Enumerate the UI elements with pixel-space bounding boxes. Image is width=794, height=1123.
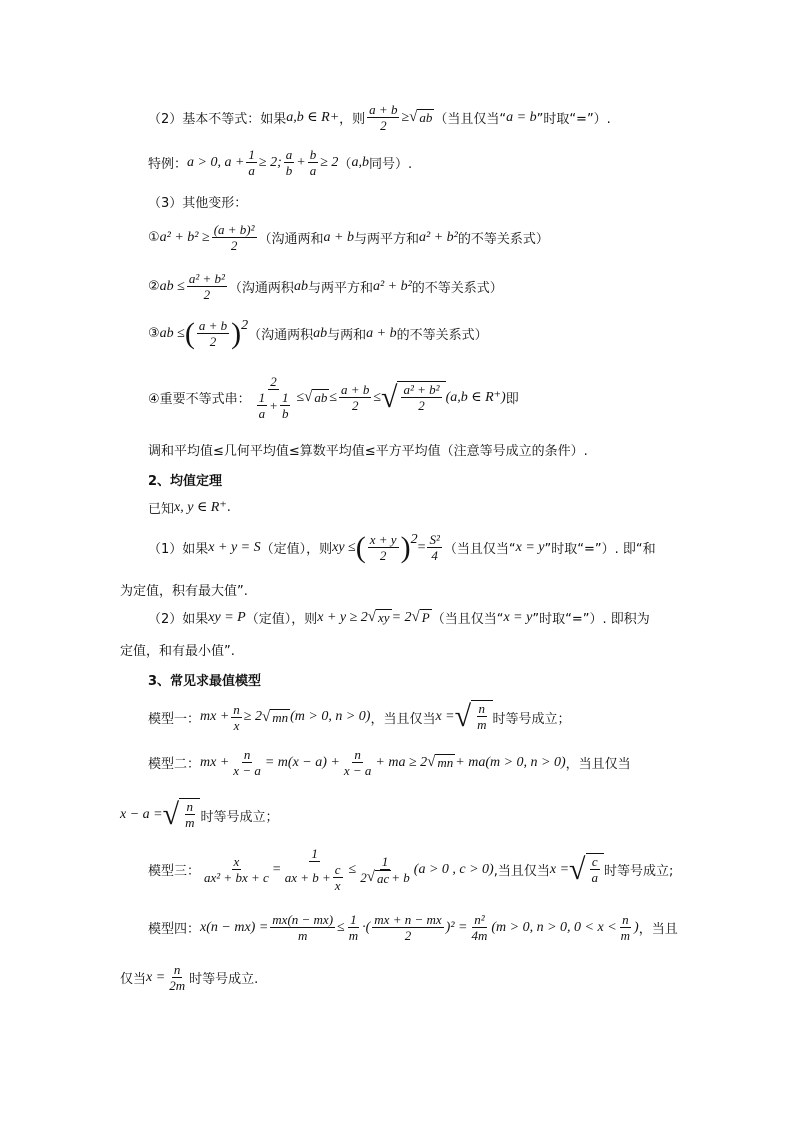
text: 模型四：	[148, 922, 201, 937]
text: 时等号成立；	[492, 711, 571, 727]
text: （2）如果	[148, 612, 209, 627]
text: 特例：	[148, 157, 188, 172]
text: （3）其他变形：	[148, 196, 248, 211]
text: 3、常见求最值模型	[148, 674, 262, 689]
math: + ma(m > 0, n > 0)	[455, 754, 566, 770]
text: 定值，和有最小值”.	[120, 644, 235, 659]
section-heading-2	[148, 470, 222, 489]
math: x − a =	[120, 807, 163, 822]
text: （当且仅当“	[434, 112, 507, 127]
fraction: $\frac{a}{b}$	[285, 147, 293, 178]
text: （2）基本不等式：如果	[148, 112, 287, 127]
sqrt: √ $\frac{c}{a}$	[569, 853, 604, 887]
text: ”时取“=”）. 即积为	[532, 612, 650, 627]
text: 与两平方和	[307, 281, 373, 296]
math: x = y	[503, 609, 533, 625]
fraction: $\frac{\text{(a + b)²}}{2}$	[213, 222, 255, 253]
special-case-line	[148, 147, 412, 178]
sqrt: √ xy	[367, 609, 390, 625]
math: xy ≤	[332, 539, 356, 555]
math: xy = P	[208, 609, 246, 625]
model-4-cont	[120, 962, 258, 993]
fraction: $\frac{n}{x}$	[233, 701, 240, 733]
math: = m(x − a) +	[264, 754, 340, 770]
variant-1	[148, 222, 549, 253]
fraction: 1 ax + b + $\frac{c}{x}$	[284, 846, 341, 893]
math: + ma ≥ 2	[375, 754, 428, 770]
variant-3: ③ ab ≤ ( $\frac{a + b}{2}$ ) 2 （沟通两积 ab 与两和 a + b 的不等关系式）	[148, 316, 488, 350]
math: a + b	[323, 229, 354, 245]
text: （	[338, 157, 352, 172]
text: （沟通两和	[258, 232, 324, 247]
math: ab ≤	[159, 325, 185, 341]
math: a² + b²	[372, 278, 412, 294]
marker: ③	[148, 326, 160, 341]
text: 已知	[148, 502, 175, 517]
text: ，当且	[638, 922, 678, 937]
math: mx +	[200, 709, 230, 724]
model-2-cont	[120, 798, 278, 832]
mean-theorem-1: （1）如果 x + y = S （定值），则 xy ≤ ( $\frac{x + y}{2}$ ) 2 = $\frac{\text{S²}}{4}$ （当且仅当“ x = y ”时取“=”）. 即“和	[148, 530, 656, 564]
model-2	[148, 747, 631, 778]
math: a,b	[351, 154, 369, 170]
sqrt: √ P	[411, 609, 430, 625]
sqrt: √ mn	[427, 754, 454, 770]
math: a + b	[366, 325, 397, 341]
text: （定值），则	[245, 612, 318, 627]
model-1	[148, 700, 571, 734]
text: （沟通两积	[228, 281, 294, 296]
section-heading-3	[148, 670, 261, 689]
text: 与两平方和	[353, 232, 419, 247]
basic-inequality-line: （2）基本不等式：如果 a,b ∈ R + ，则 $\frac{a + b}{2}$ ≥ √ ab （当且仅当“ a = b ”时取“=”）.	[148, 102, 611, 133]
sqrt: √ ab	[304, 389, 328, 405]
fraction: $\frac{n}{x - a}$	[343, 747, 372, 778]
math: +	[296, 154, 306, 170]
sqrt: √ mn	[261, 708, 289, 725]
math: ≥ 2	[243, 709, 262, 724]
text: ，当且仅当	[565, 757, 631, 772]
sqrt: √ $\frac{n}{m}$	[455, 700, 493, 734]
math: x + y = S	[208, 539, 261, 555]
math: ab	[313, 325, 328, 341]
mean-theorem-2	[148, 608, 650, 627]
fraction: $\frac{1}{m}$	[348, 912, 359, 943]
text: 模型二：	[148, 757, 201, 772]
text: 调和平均值≤几何平均值≤算数平均值≤平方平均值（注意等号成立的条件）.	[148, 444, 588, 459]
text: 时等号成立；	[200, 809, 279, 825]
math: x(n − mx) =	[200, 919, 269, 935]
math: )	[634, 919, 639, 935]
text: （定值），则	[260, 542, 333, 557]
fraction: $\frac{mx(n - mx)}{m}$	[272, 912, 334, 943]
sqrt: √ ab	[409, 109, 433, 125]
math: x =	[549, 861, 570, 877]
math: x =	[435, 709, 455, 724]
fraction: $\frac{a + b}{2}$	[369, 102, 398, 133]
math: (m > 0, n > 0, 0 < x <	[491, 919, 617, 935]
text: .	[226, 500, 231, 515]
text: 的不等关系式）	[457, 232, 549, 247]
text: ，则	[339, 112, 366, 127]
math: x, y ∈ R⁺	[174, 500, 227, 515]
fraction: $\frac{\text{n²}}{4m}$	[471, 912, 488, 943]
fraction: $\frac{x}{\text{ax² + bx + c}}$	[204, 854, 269, 885]
math: x =	[146, 969, 166, 985]
sqrt: √ $\frac{n}{m}$	[163, 798, 201, 832]
model-3: 模型三： $\frac{x}{\text{ax² + bx + c}}$ = 1 ax + b + $\frac{c}{x}$ ≤ 1 2 √ ac + b (a > 0 , c > 0) ,当且仅当 x = √ $\frac{c}{a}$ 时等号成立;	[148, 846, 674, 893]
math: ≥ 2	[320, 154, 339, 170]
fraction: $\frac{b}{a}$	[309, 147, 317, 178]
math: ab ≤	[159, 278, 185, 294]
mean-theorem-2-cont	[120, 640, 235, 659]
math: a² + b² ≥	[159, 229, 210, 245]
mean-chain-text	[148, 440, 588, 459]
variant-2	[148, 271, 503, 302]
fraction: $\frac{n}{x - a}$	[233, 747, 261, 778]
text: 仅当	[120, 972, 147, 987]
mean-theorem-1-cont	[120, 580, 248, 599]
text: ”时取“=”）.	[536, 112, 611, 127]
fraction: $\frac{\text{S²}}{4}$	[429, 532, 440, 563]
fraction: $\frac{a + b}{2}$	[341, 382, 370, 413]
text: 的不等关系式）	[411, 281, 503, 296]
text: 时等号成立;	[604, 864, 674, 879]
text: ,当且仅当	[493, 864, 550, 879]
text: 与两和	[327, 328, 367, 343]
text: （1）如果	[148, 542, 209, 557]
relation: ≥	[401, 109, 410, 125]
math: = 2	[391, 609, 412, 625]
text: 2、均值定理	[148, 474, 223, 489]
fraction: $\frac{\text{a² + b²}}{2}$	[188, 271, 225, 302]
math: (m > 0, n > 0)	[290, 709, 371, 724]
harmonic-fraction: 2 $\frac{1}{a}$ + $\frac{1}{b}$	[258, 374, 289, 421]
math: a² + b²	[419, 229, 458, 245]
text: 即	[505, 392, 519, 407]
sqrt: √ $\frac{\text{a² + b²}}{2}$	[381, 381, 446, 415]
text: （当且仅当“	[431, 612, 504, 627]
fraction: 1 2 √ ac + b	[360, 853, 410, 886]
text: 的不等关系式）	[396, 328, 488, 343]
fraction: $\frac{1}{a}$	[248, 147, 255, 178]
math: x + y ≥ 2	[317, 609, 368, 625]
fraction: $\frac{mx + n - mx}{2}$	[374, 912, 442, 943]
math: ≥ 2;	[258, 154, 282, 170]
math: mx +	[200, 754, 230, 770]
marker: ②	[148, 279, 160, 294]
math: (a,b ∈ R⁺)	[445, 390, 506, 405]
model-4: 模型四： x(n − mx) = $\frac{mx(n - mx)}{m}$ ≤ $\frac{1}{m}$ ·( $\frac{mx + n - mx}{2}$ )² = $\frac{\text{n²}}{4m}$ (m > 0, n > 0, 0 < x < $\frac{n}{m}$ ) ，当且	[148, 912, 678, 943]
math: x = y	[515, 539, 545, 555]
text: 为定值，积有最大值”.	[120, 584, 248, 599]
math: a,b ∈ R	[286, 110, 330, 125]
inequality-chain: ④重要不等式串： 2 $\frac{1}{a}$ + $\frac{1}{b}$ ≤ √ ab ≤ $\frac{a + b}{2}$ ≤ √ $\frac{\text{a² + b²}}{2}$ (a,b ∈ R⁺) 即	[148, 374, 519, 421]
other-forms-heading	[148, 192, 247, 211]
math: a = b	[506, 109, 537, 125]
text: ，当且仅当	[370, 711, 436, 727]
math: (a > 0 , c > 0)	[413, 861, 494, 877]
marker: ①	[148, 230, 160, 245]
math: a > 0, a +	[187, 154, 245, 170]
fraction: $\frac{x + y}{2}$	[369, 532, 397, 563]
fraction: $\frac{n}{2m}$	[169, 962, 186, 993]
text: ”时取“=”）. 即“和	[544, 542, 656, 557]
math: )² =	[445, 919, 468, 935]
math: ·(	[362, 919, 371, 935]
text: （当且仅当“	[443, 542, 516, 557]
math: ab	[293, 278, 308, 294]
text: 同号）.	[368, 157, 413, 172]
fraction: $\frac{n}{m}$	[620, 912, 631, 943]
text: 时等号成立.	[189, 972, 259, 987]
fraction: $\frac{a + b}{2}$	[198, 318, 228, 349]
text: ④重要不等式串：	[148, 392, 251, 407]
text: 模型三：	[148, 864, 201, 879]
given-line	[148, 498, 231, 517]
text: （沟通两积	[248, 328, 314, 343]
text: 模型一：	[148, 711, 201, 727]
